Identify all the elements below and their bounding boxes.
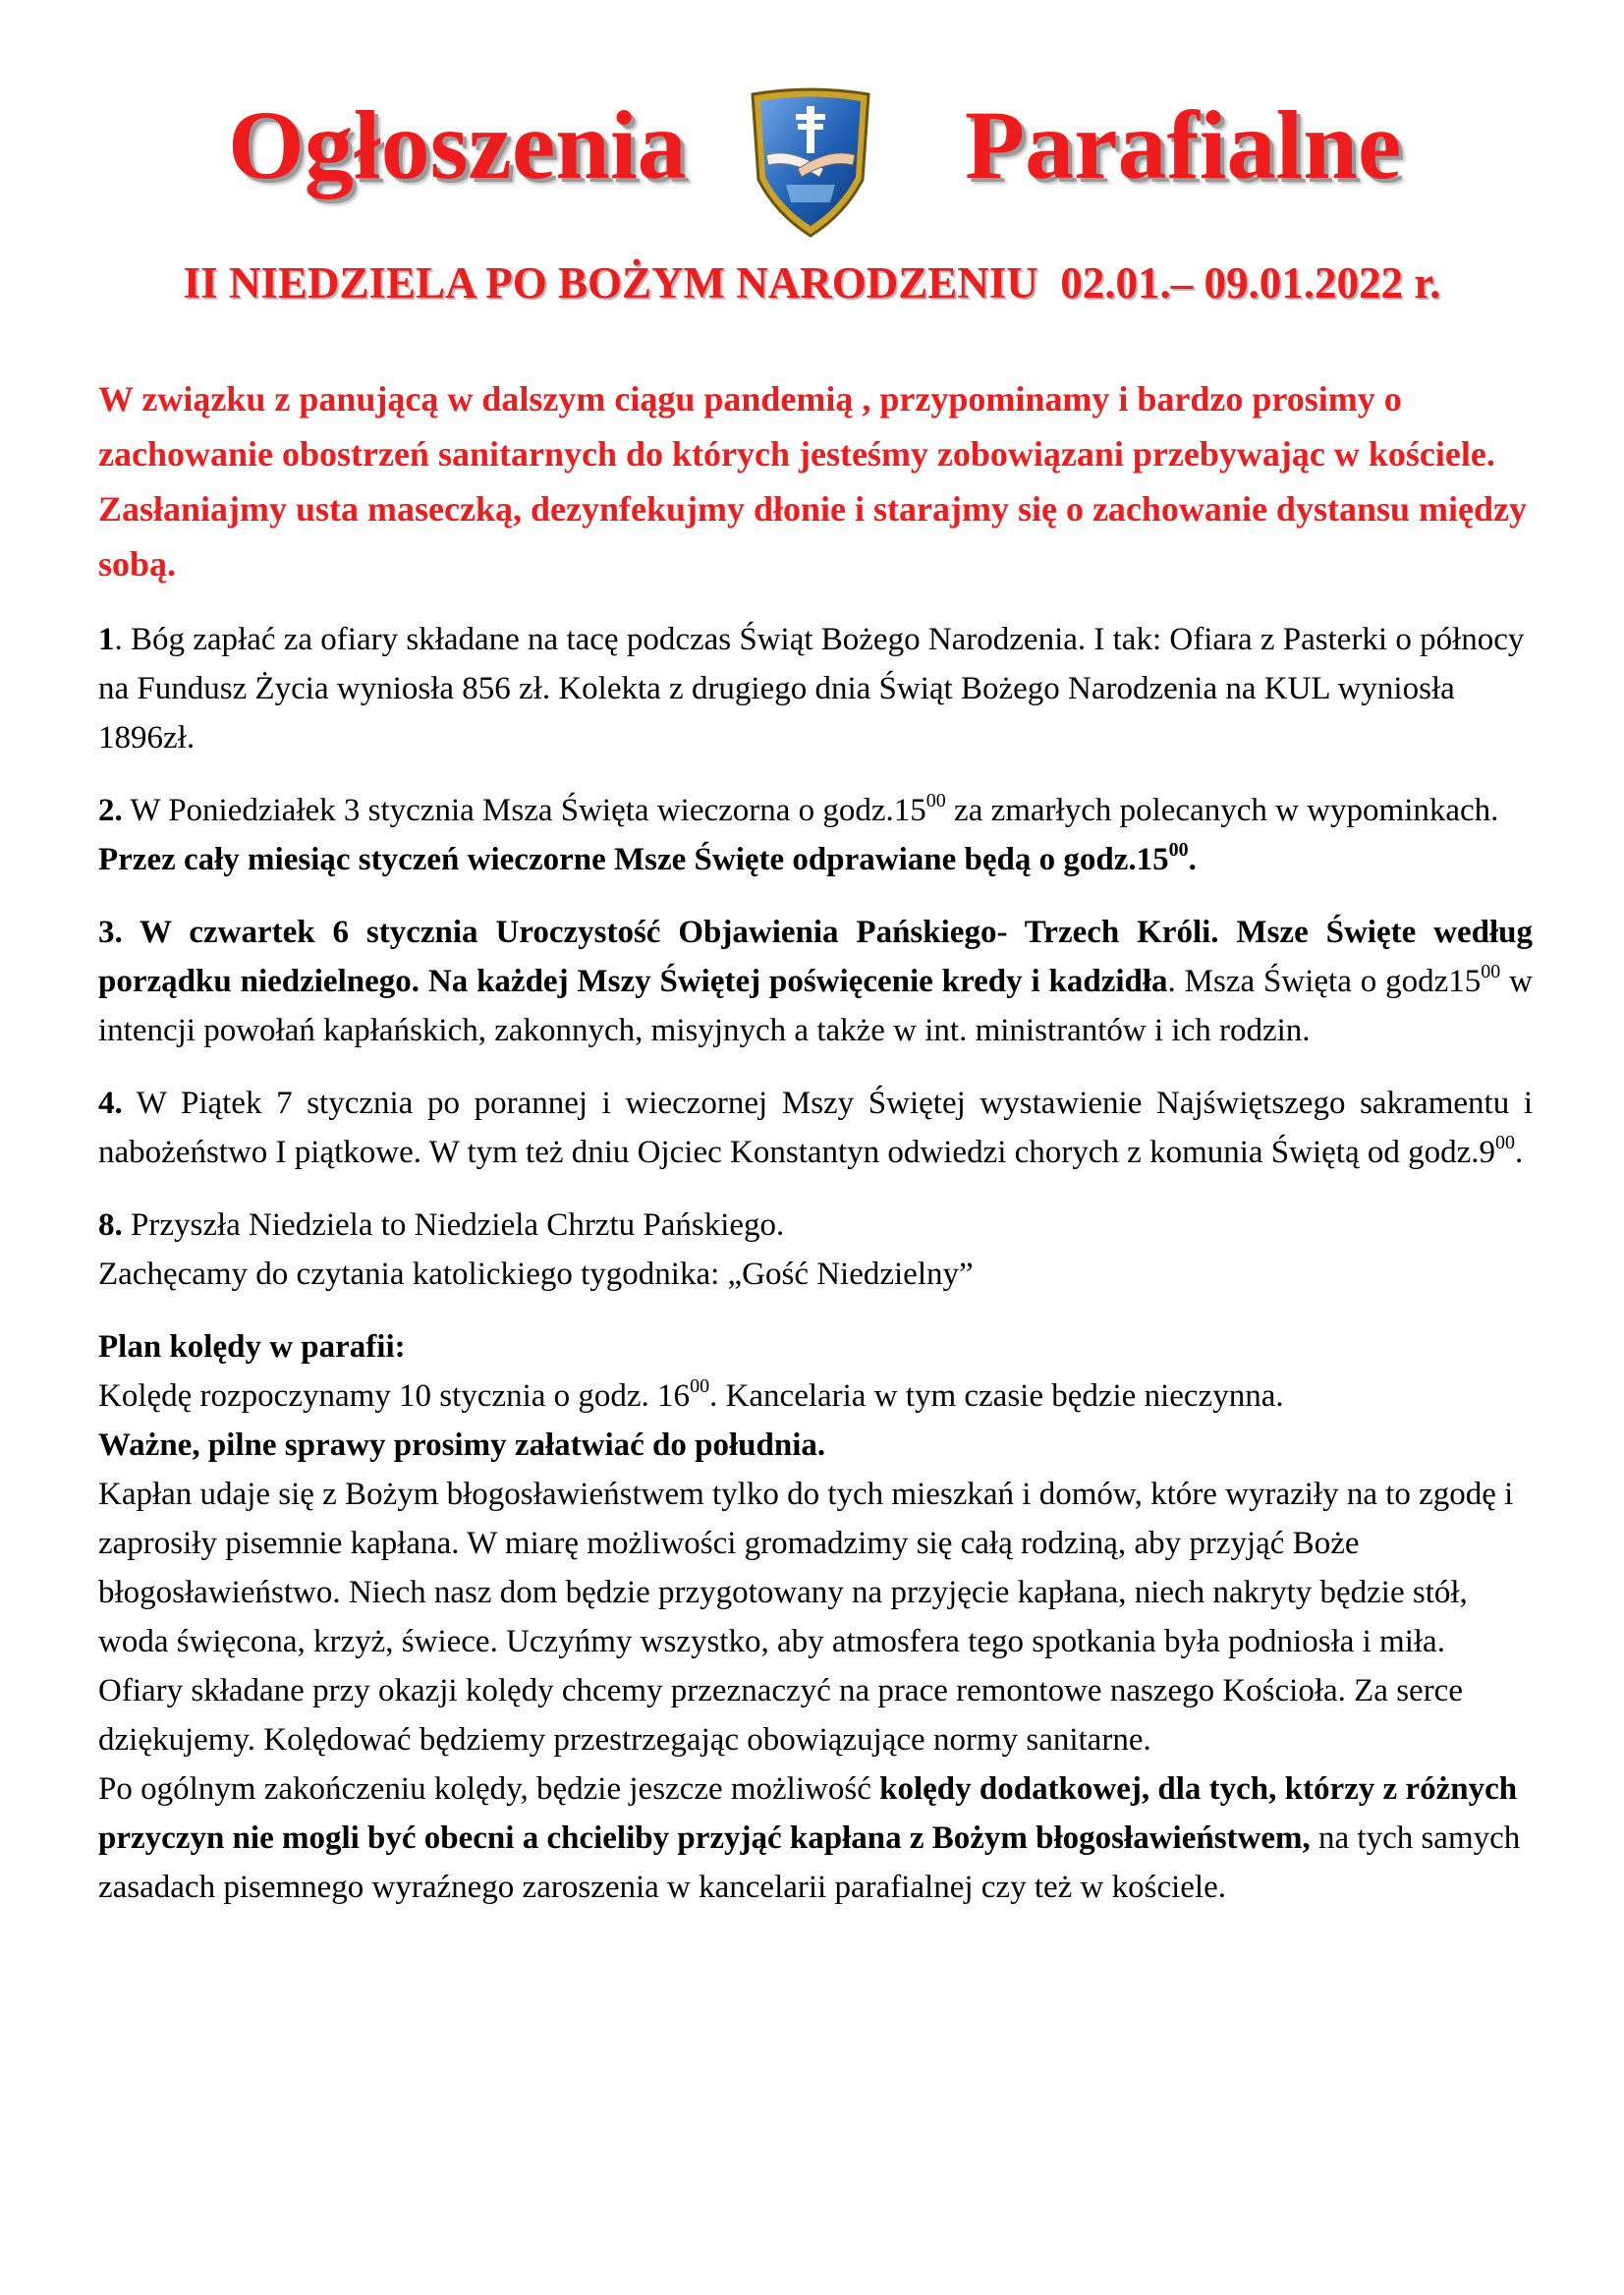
item-4 [98, 1079, 1533, 1177]
item-number: 8. [98, 1207, 123, 1243]
item-text: za zmarłych polecanych w wypominkach. [945, 793, 1499, 828]
subtitle: II NIEDZIELA PO BOŻYM NARODZENIU 02.01.– 09.01.2022 r. [183, 258, 1441, 308]
plan-text: na tych samych zasadach pisemnego wyraźnego zaroszenia w kancelarii parafialnej czy też w kościele. [98, 1820, 1521, 1905]
carol-plan-additional [98, 1764, 1533, 1912]
item-text: . Bóg zapłać za ofiary składane na tacę podczas Świąt Bożego Narodzenia. I tak: Ofiara z Pasterki o północy na Fundusz Życia wyniosła 856 zł. Kolekta z drugiego dnia Świąt Bożego Narodzenia na KUL wyniosła 1896zł. [98, 622, 1525, 756]
item-number: 1 [98, 622, 115, 657]
plan-text: Po ogólnym zakończeniu kolędy, będzie jeszcze możliwość [98, 1771, 880, 1807]
item-number: 2. [98, 793, 123, 828]
item-text: . Msza Święta o godz15 [1167, 964, 1482, 999]
carol-plan-start [98, 1371, 1533, 1421]
item-text: W Piątek 7 stycznia po porannej i wieczornej Mszy Świętej wystawienie Najświętszego sakramentu i nabożeństwo I piątkowe. W tym też dniu Ojciec Konstantyn odwiedzi chorych z komunia Świętą od godz.9 [98, 1086, 1533, 1170]
sanitary-notice: W związku z panującą w dalszym ciągu pandemią , przypominamy i bardzo prosimy o zachowanie obostrzeń sanitarnych do których jesteśmy zobowiązani przebywając w kościele. Zasłaniajmy usta maseczką, dezynfekujmy dłonie i starajmy się o zachowanie dystansu między sobą. [98, 379, 1527, 584]
title-left: Ogłoszenia [228, 90, 687, 199]
item-end: . [1188, 842, 1197, 877]
time-superscript: 00 [1481, 961, 1501, 982]
item-text: W Poniedziałek 3 stycznia Msza Święta wieczorna o godz.15 [122, 793, 926, 828]
plan-text: Kolędę rozpoczynamy 10 stycznia o godz. 16 [98, 1378, 691, 1414]
item-bold-text: Przez cały miesiąc styczeń wieczorne Msze Święte odprawiane będą o godz.15 [98, 842, 1169, 877]
item-bold-text: 3. W czwartek 6 stycznia Uroczystość Objawienia Pańskiego- Trzech Króli. Msze Święte według porządku niedzielnego. Na każdej Mszy Świętej poświęcenie kredy i kadzidła [98, 915, 1533, 999]
time-superscript: 00 [1168, 839, 1189, 861]
item-2 [98, 786, 1533, 884]
item-text: w intencji powołań kapłańskich, zakonnych, misyjnych a także w int. ministrantów i ich rodzin. [98, 964, 1533, 1048]
content [98, 371, 1533, 1912]
item-3 [98, 908, 1533, 1055]
parish-crest-icon [747, 86, 874, 239]
item-text: Zachęcamy do czytania katolickiego tygodnika: „Gość Niedzielny” [98, 1257, 974, 1292]
carol-plan-important: Ważne, pilne sprawy prosimy załatwiać do południa. [98, 1427, 826, 1463]
item-text: Przyszła Niedziela to Niedziela Chrztu Pańskiego. [122, 1207, 785, 1243]
time-superscript: 00 [1495, 1132, 1516, 1153]
header [0, 86, 1624, 244]
carol-plan-details: Kapłan udaje się z Bożym błogosławieństwem tylko do tych mieszkań i domów, które wyraziły na to zgodę i zaprosiły pisemnie kapłana. W miarę możliwości gromadzimy się całą rodziną, aby przyjąć Boże błogosławieństwo. Niech nasz dom będzie przygotowany na przyjęcie kapłana, niech nakryty będzie stół, woda święcona, krzyż, świece. Uczyńmy wszystko, aby atmosfera tego spotkania była podniosła i miła. Ofiary składane przy okazji kolędy chcemy przeznaczyć na prace remontowe naszego Kościoła. Za serce dziękujemy. Kolędować będziemy przestrzegając obowiązujące normy sanitarne. [98, 1477, 1514, 1758]
item-end: . [1515, 1135, 1524, 1170]
item-8 [98, 1201, 1533, 1299]
time-superscript: 00 [925, 790, 946, 812]
carol-plan-section [98, 1322, 1533, 1912]
item-number: 4. [98, 1086, 123, 1121]
plan-text: . Kancelaria w tym czasie będzie nieczynna. [709, 1378, 1284, 1414]
title-right: Parafialne [965, 90, 1402, 199]
carol-plan-heading: Plan kolędy w parafii: [98, 1329, 406, 1365]
time-superscript: 00 [690, 1375, 710, 1397]
item-1 [98, 615, 1533, 762]
plan-bold-text: kolędy dodatkowej, dla tych, którzy z różnych przyczyn nie mogli być obecni a chcieliby przyjąć kapłana z Bożym błogosławieństwem, [98, 1771, 1518, 1856]
